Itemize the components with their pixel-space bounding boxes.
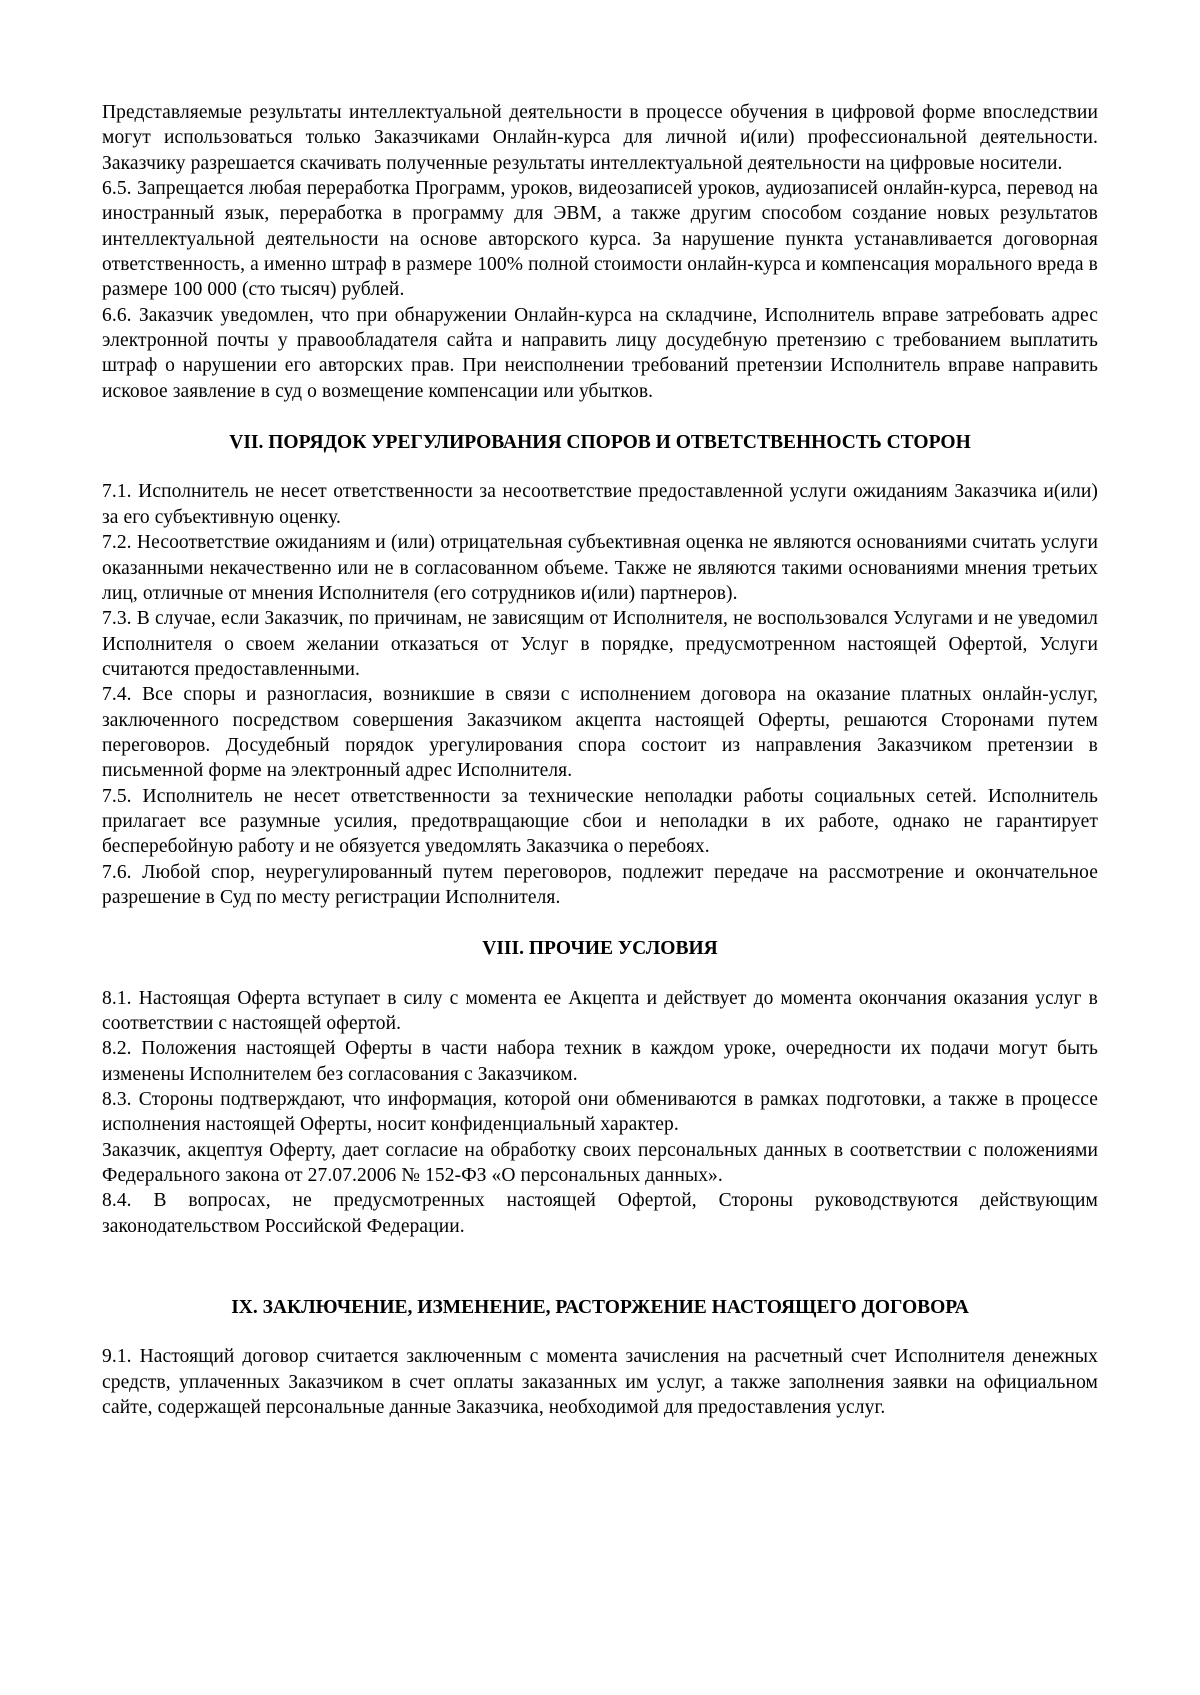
paragraph-7-1: 7.1. Исполнитель не несет ответственности за несоответствие предоставленной услуги ожиданиям Заказчика и(или) за его субъективную оценку. xyxy=(102,481,1098,528)
paragraph-6-6: 6.6. Заказчик уведомлен, что при обнаружении Онлайн-курса на складчине, Исполнитель вправе затребовать адрес электронной почты у правообладателя сайта и направить лицу досудебную претензию с требованием выплатить штраф о нарушении его авторских прав. При неисполнении требований претензии Исполнитель вправе направить исковое заявление в суд о возмещение компенсации или убытков. xyxy=(102,304,1098,402)
vertical-spacer xyxy=(102,1239,1098,1295)
paragraph-7-4: 7.4. Все споры и разногласия, возникшие в связи с исполнением договора на оказание платных онлайн-услуг, заключенного посредством совершения Заказчиком акцепта настоящей Оферты, решаются Сторонами путем переговоров. Досудебный порядок урегулирования спора состоит из направления Заказчиком претензии в письменной форме на электронный адрес Исполнителя. xyxy=(102,684,1098,782)
paragraph-7-2: 7.2. Несоответствие ожиданиям и (или) отрицательная субъективная оценка не являются основаниями считать услуги оказанными некачественно или не в согласованном объеме. Также не являются такими основаниями мнения третьих лиц, отличные от мнения Исполнителя (его сотрудников и(или) партнеров). xyxy=(102,532,1098,604)
paragraph-6-5: 6.5. Запрещается любая переработка Программ, уроков, видеозаписей уроков, аудиозаписей онлайн-курса, перевод на иностранный язык, переработка в программу для ЭВМ, а также другим способом создание новых результатов интеллектуальной деятельности на основе авторского курса. За нарушение пункта устанавливается договорная ответственность, а именно штраф в размере 100% полной стоимости онлайн-курса и компенсация морального вреда в размере 100 000 (сто тысяч) рублей. xyxy=(102,178,1098,301)
vertical-spacer xyxy=(102,962,1098,986)
vertical-spacer xyxy=(102,910,1098,936)
heading-section-9: IX. ЗАКЛЮЧЕНИЕ, ИЗМЕНЕНИЕ, РАСТОРЖЕНИЕ НАСТОЯЩЕГО ДОГОВОРА xyxy=(231,1297,969,1319)
heading-section-7: VII. ПОРЯДОК УРЕГУЛИРОВАНИЯ СПОРОВ И ОТВЕТСТВЕННОСТЬ СТОРОН xyxy=(229,432,971,454)
paragraph-7-6: 7.6. Любой спор, неурегулированный путем переговоров, подлежит передаче на рассмотрение и окончательное разрешение в Суд по месту регистрации Исполнителя. xyxy=(102,861,1098,908)
paragraph-8-3: 8.3. Стороны подтверждают, что информация, которой они обмениваются в рамках подготовки, а также в процессе исполнения настоящей Оферты, носит конфиденциальный характер. xyxy=(102,1089,1098,1136)
vertical-spacer xyxy=(102,455,1098,479)
paragraph-8-1: 8.1. Настоящая Оферта вступает в силу с момента ее Акцепта и действует до момента окончания оказания услуг в соответствии с настоящей офертой. xyxy=(102,987,1098,1034)
paragraph-6-4-continuation: Представляемые результаты интеллектуальной деятельности в процессе обучения в цифровой форме впоследствии могут использоваться только Заказчиками Онлайн-курса для личной и(или) профессиональной деятельности. Заказчику разрешается скачивать полученные результаты интеллектуальной деятельности на цифровые носители. xyxy=(102,102,1098,174)
paragraph-7-5: 7.5. Исполнитель не несет ответственности за технические неполадки работы социальных сетей. Исполнитель прилагает все разумные усилия, предотвращающие сбои и неполадки в их работе, однако не гарантирует бесперебойную работу и не обязуется уведомлять Заказчика о перебоях. xyxy=(102,785,1098,858)
paragraph-8-3-consent: Заказчик, акцептуя Оферту, дает согласие на обработку своих персональных данных в соответствии с положениями Федерального закона от 27.07.2006 № 152-ФЗ «О персональных данных». xyxy=(102,1139,1098,1187)
paragraph-8-2: 8.2. Положения настоящей Оферты в части набора техник в каждом уроке, очередности их подачи могут быть изменены Исполнителем без согласования с Заказчиком. xyxy=(102,1038,1098,1085)
document-body xyxy=(102,100,1098,1420)
vertical-spacer xyxy=(102,404,1098,430)
paragraph-7-3: 7.3. В случае, если Заказчик, по причинам, не зависящим от Исполнителя, не воспользовался Услугами и не уведомил Исполнителя о своем желании отказаться от Услуг в порядке, предусмотренном настоящей Офертой, Услуги считаются предоставленными. xyxy=(102,608,1098,680)
paragraph-8-4: 8.4. В вопросах, не предусмотренных настоящей Офертой, Стороны руководствуются действующим законодательством Российской Федерации. xyxy=(102,1190,1098,1237)
paragraph-9-1: 9.1. Настоящий договор считается заключенным с момента зачисления на расчетный счет Исполнителя денежных средств, уплаченных Заказчиком в счет оплаты заказанных им услуг, а также заполнения заявки на официальном сайте, содержащей персональные данные Заказчика, необходимой для предоставления услуг. xyxy=(102,1346,1098,1419)
heading-section-8: VIII. ПРОЧИЕ УСЛОВИЯ xyxy=(482,938,718,960)
vertical-spacer xyxy=(102,1320,1098,1344)
